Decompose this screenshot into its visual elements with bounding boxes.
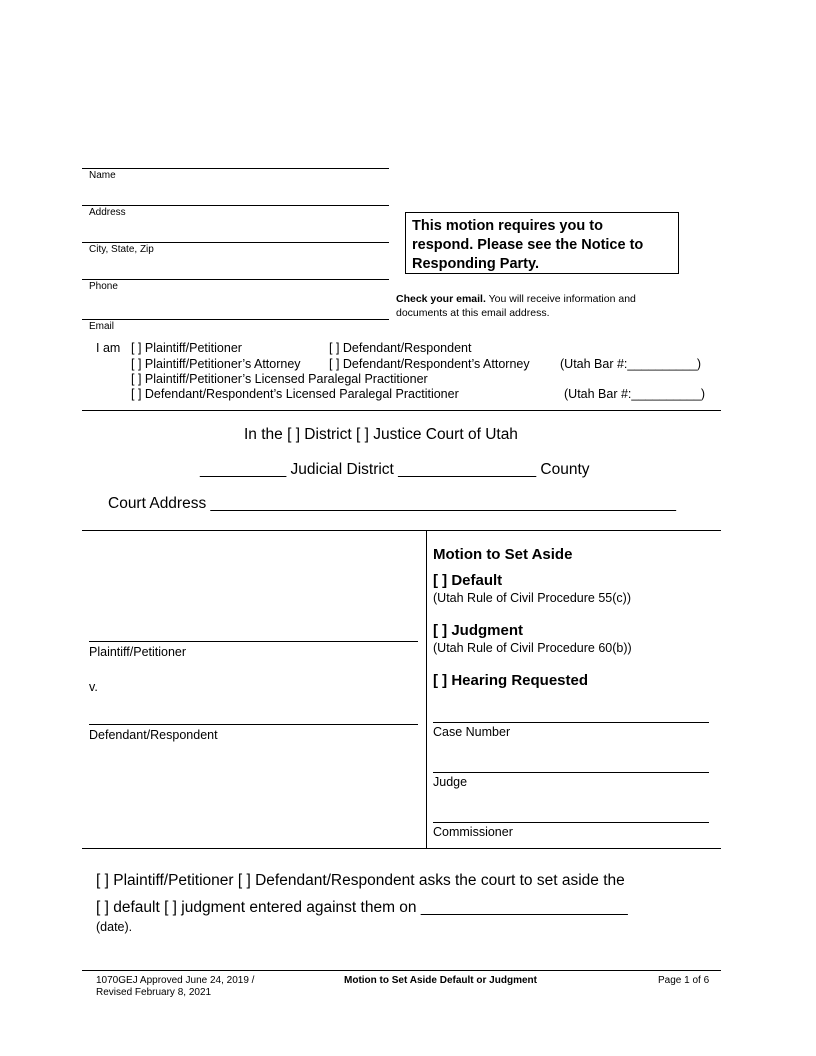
phone-label: Phone [89,281,118,292]
address-label: Address [89,207,126,218]
notice-line-2: respond. Please see the Notice to [412,237,644,253]
caption-bottom-line [82,848,721,849]
option-plaintiff[interactable]: [ ] Plaintiff/Petitioner [131,341,242,355]
email-label: Email [89,321,115,332]
option-plaintiff-attorney[interactable]: [ ] Plaintiff/Petitioner’s Attorney [131,357,301,371]
name-line[interactable] [82,168,389,169]
judicial-district-county-line[interactable]: __________ Judicial District ________________ County [200,461,590,478]
caption-vertical-divider [426,530,427,848]
motion-title: Motion to Set Aside [433,546,573,563]
city-state-zip-line[interactable] [82,242,389,243]
defendant-name-line[interactable] [89,724,418,725]
date-note: (date). [96,920,133,934]
commissioner-label: Commissioner [433,825,513,839]
notice-line-1: This motion requires you to [412,218,603,234]
form-id-line-2: Revised February 8, 2021 [96,987,212,998]
default-checkbox[interactable]: [ ] Default [433,572,503,589]
section-divider-1 [82,410,721,411]
judgment-checkbox[interactable]: [ ] Judgment [433,622,523,639]
email-note-text-1: You will receive information and [485,293,636,305]
notice-line-3: Responding Party. [412,256,540,272]
page-number: Page 1 of 6 [658,975,710,986]
form-id [96,975,254,999]
i-am-label: I am [96,341,121,355]
email-note [396,292,696,320]
statement-line-1[interactable]: [ ] Plaintiff/Petitioner [ ] Defendant/Respondent asks the court to set aside the [96,872,625,889]
caption-top-line [82,530,721,531]
phone-line[interactable] [82,279,389,280]
court-address-line[interactable]: Court Address ______________________________________________________ [108,495,677,512]
email-note-text-2: documents at this email address. [396,307,550,319]
statement-line-2[interactable]: [ ] default [ ] judgment entered against them on ________________________ [96,899,628,916]
option-defendant-attorney[interactable]: [ ] Defendant/Respondent’s Attorney [329,357,530,371]
form-id-line-1: 1070GEJ Approved June 24, 2019 / [96,975,255,986]
name-label: Name [89,170,116,181]
utah-bar-number-2[interactable]: (Utah Bar #:__________) [564,387,706,401]
plaintiff-label: Plaintiff/Petitioner [89,645,187,659]
option-plaintiff-paralegal[interactable]: [ ] Plaintiff/Petitioner’s Licensed Paralegal Practitioner [131,372,428,386]
footer-title: Motion to Set Aside Default or Judgment [344,975,537,986]
case-number-line[interactable] [433,722,709,723]
judgment-rule: (Utah Rule of Civil Procedure 60(b)) [433,641,632,655]
footer-divider [82,970,721,971]
address-line[interactable] [82,205,389,206]
defendant-label: Defendant/Respondent [89,728,218,742]
commissioner-line[interactable] [433,822,709,823]
city-state-zip-label: City, State, Zip [89,244,154,255]
option-defendant[interactable]: [ ] Defendant/Respondent [329,341,472,355]
judge-line[interactable] [433,772,709,773]
hearing-requested-checkbox[interactable]: [ ] Hearing Requested [433,672,589,689]
respond-notice-box [405,212,679,274]
case-number-label: Case Number [433,725,511,739]
utah-bar-number-1[interactable]: (Utah Bar #:__________) [560,357,702,371]
option-defendant-paralegal[interactable]: [ ] Defendant/Respondent’s Licensed Paralegal Practitioner [131,387,459,401]
email-note-bold: Check your email. [396,293,486,305]
plaintiff-name-line[interactable] [89,641,418,642]
default-rule: (Utah Rule of Civil Procedure 55(c)) [433,591,631,605]
judge-label: Judge [433,775,468,789]
email-line[interactable] [82,319,389,320]
versus-label: v. [89,680,98,694]
court-type-line[interactable]: In the [ ] District [ ] Justice Court of Utah [244,426,518,443]
